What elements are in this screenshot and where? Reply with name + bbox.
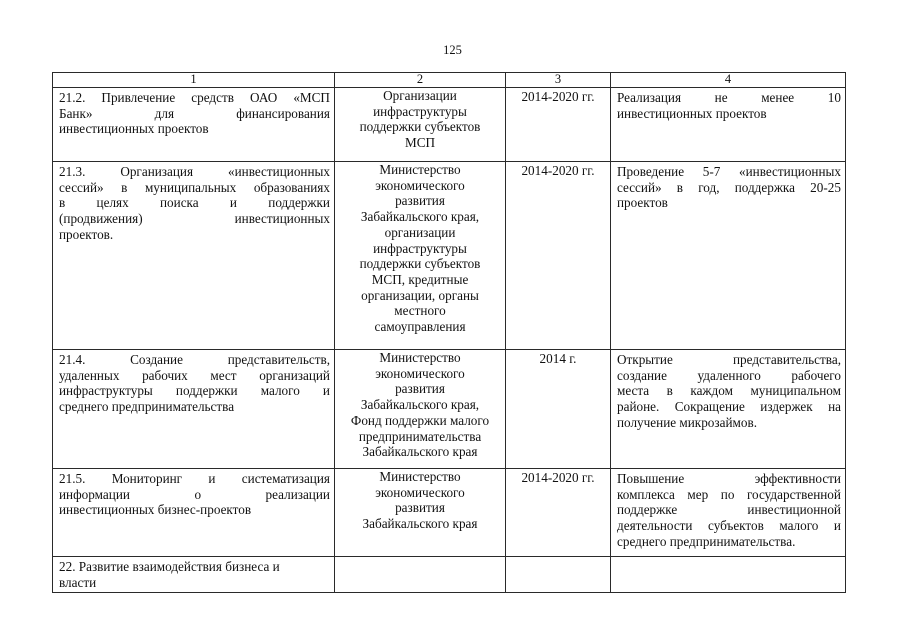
word: проектов	[157, 121, 209, 137]
word: проектов.	[59, 226, 114, 242]
word: удаленного	[697, 367, 761, 383]
word: Банк»	[59, 105, 93, 121]
table-row	[53, 350, 846, 469]
text-line	[617, 383, 841, 399]
text-line	[59, 383, 330, 399]
word: целях	[96, 195, 129, 211]
word: поддержки	[175, 383, 238, 399]
text-line	[59, 195, 330, 211]
text-line: местного	[394, 303, 446, 319]
word: среднего	[59, 399, 109, 415]
executor-cell	[335, 469, 506, 557]
text-line: самоуправления	[374, 319, 466, 335]
word: 10	[827, 90, 841, 105]
word: создание	[617, 367, 667, 383]
text-line	[617, 518, 841, 534]
word: бизнеса	[225, 559, 270, 574]
result-cell	[611, 88, 846, 162]
word: муниципальном	[750, 383, 841, 399]
result-cell	[611, 350, 846, 469]
period-cell	[506, 557, 611, 593]
word: в	[666, 383, 673, 399]
executor-text	[335, 88, 505, 151]
column-number-cell: 2	[335, 73, 506, 88]
result-cell	[611, 469, 846, 557]
text-line: инфраструктуры	[373, 103, 467, 119]
text-line: поддержки субъектов	[359, 256, 481, 272]
measure-cell	[53, 469, 335, 557]
period-cell	[506, 162, 611, 350]
word: год,	[698, 179, 720, 195]
text-line	[59, 559, 330, 575]
text-line	[59, 90, 330, 106]
text-line: развития	[395, 193, 445, 209]
text-line	[617, 534, 841, 550]
word: издержек	[760, 399, 813, 415]
table-row	[53, 557, 846, 593]
word: 22.	[59, 559, 76, 574]
word: эффективности	[754, 471, 841, 486]
word: Создание	[130, 352, 183, 367]
word: микрозаймов.	[679, 414, 757, 430]
text-line	[59, 487, 330, 503]
text-line	[59, 211, 330, 227]
measure-cell-text	[53, 162, 334, 243]
text-line: Забайкальского края,	[360, 397, 480, 413]
text-line	[59, 368, 330, 384]
text-line	[59, 352, 330, 368]
table-row	[53, 469, 846, 557]
word: менее	[761, 90, 795, 105]
text-line: экономического	[375, 484, 465, 500]
word: о	[194, 486, 202, 502]
word: на	[828, 399, 841, 415]
period-text: 2014-2020 гг.	[521, 89, 595, 104]
word: предпринимательства	[111, 399, 235, 415]
word: инвестиционных	[59, 121, 155, 137]
executor-cell	[335, 350, 506, 469]
result-cell-text	[611, 469, 845, 550]
text-line	[617, 502, 841, 518]
text-line: Забайкальского края	[362, 444, 478, 460]
text-line: Фонд поддержки малого	[350, 412, 490, 428]
word: и	[272, 559, 280, 574]
text-line	[617, 471, 841, 487]
executor-cell	[335, 88, 506, 162]
word: поддержке	[617, 502, 678, 518]
text-line: организации, органы	[361, 287, 479, 303]
word: поддержка	[734, 179, 795, 195]
text-line: Министерство	[379, 350, 461, 365]
word: сессий»	[617, 179, 662, 195]
text-line: Организации	[383, 88, 457, 103]
word: Повышение	[617, 471, 685, 486]
period-text: 2014 г.	[539, 351, 577, 366]
measures-table	[52, 72, 846, 593]
word: Мониторинг	[111, 471, 183, 486]
text-line	[617, 352, 841, 368]
word: 5-7	[702, 164, 721, 179]
word: и	[322, 383, 330, 399]
measure-cell	[53, 88, 335, 162]
word: малого	[260, 383, 300, 399]
executor-text	[335, 469, 505, 532]
text-line: Министерство	[379, 469, 461, 484]
measure-cell-text	[53, 88, 334, 137]
word: и	[833, 518, 841, 534]
word: инвестиционной	[747, 502, 841, 518]
word: получение	[617, 414, 677, 430]
word: каждом	[690, 383, 733, 399]
word: не	[714, 90, 728, 105]
text-line	[59, 106, 330, 122]
text-line: организации	[384, 224, 456, 240]
text-line: МСП	[404, 135, 436, 151]
word: рабочих	[142, 367, 188, 383]
text-line	[59, 399, 330, 415]
word: «МСП	[293, 90, 330, 105]
text-line	[59, 227, 330, 243]
period-text: 2014-2020 гг.	[521, 163, 595, 178]
word: субъектов	[708, 518, 764, 534]
word: деятельности	[617, 518, 693, 534]
word: Сокращение	[674, 399, 745, 415]
word: систематизация	[241, 471, 330, 486]
text-line: экономического	[375, 365, 465, 381]
text-line	[617, 399, 841, 415]
word: Привлечение	[101, 90, 176, 105]
word: (продвижения)	[59, 211, 143, 227]
word: Открытие	[617, 352, 673, 367]
word: 21.2.	[59, 90, 86, 105]
word: места	[617, 383, 650, 399]
period-cell	[506, 88, 611, 162]
text-line: экономического	[375, 177, 465, 193]
measure-cell-text	[53, 350, 334, 415]
executor-text	[335, 162, 505, 335]
period-text: 2014-2020 гг.	[521, 470, 595, 485]
word: районе.	[617, 399, 660, 415]
text-line	[59, 164, 330, 180]
word: сессий»	[59, 179, 104, 195]
executor-text	[335, 350, 505, 460]
measure-cell	[53, 557, 335, 593]
text-line	[617, 368, 841, 384]
word: и	[229, 195, 237, 211]
word: реализации	[265, 486, 330, 502]
period-text	[506, 557, 610, 558]
executor-cell	[335, 557, 506, 593]
word: для	[154, 105, 175, 121]
text-line: инфраструктуры	[373, 240, 467, 256]
result-cell-text	[611, 557, 845, 559]
text-line: развития	[395, 381, 445, 397]
column-number-cell: 1	[53, 73, 335, 88]
word: 21.4.	[59, 352, 86, 367]
result-cell-text	[611, 350, 845, 431]
result-cell	[611, 162, 846, 350]
word: средств	[191, 90, 234, 105]
text-line: Министерство	[379, 162, 461, 177]
measure-cell	[53, 350, 335, 469]
text-line: развития	[395, 500, 445, 516]
word: образованиях	[253, 179, 330, 195]
word: инвестиционных	[234, 211, 330, 227]
word: по	[720, 486, 735, 502]
column-number-cell: 3	[506, 73, 611, 88]
word: информации	[59, 486, 130, 502]
result-cell-text	[611, 88, 845, 121]
word: представительства,	[733, 352, 841, 367]
text-line: Забайкальского края	[362, 516, 478, 532]
word: комплекса	[617, 486, 675, 502]
text-line: Забайкальского края,	[360, 209, 480, 225]
measure-cell-text	[53, 557, 334, 590]
executor-cell	[335, 162, 506, 350]
text-line	[617, 164, 841, 180]
word: «инвестиционных	[228, 164, 330, 179]
period-cell	[506, 469, 611, 557]
period-cell	[506, 350, 611, 469]
word: предпринимательства.	[669, 533, 796, 549]
table-header-row	[53, 73, 846, 88]
table-row	[53, 88, 846, 162]
table-row	[53, 162, 846, 350]
word: взаимодействия	[132, 559, 222, 574]
word: Развитие	[78, 559, 130, 574]
result-cell	[611, 557, 846, 593]
text-line	[59, 121, 330, 137]
word: муниципальных	[144, 179, 237, 195]
text-line	[617, 106, 841, 122]
word: малого	[779, 518, 819, 534]
word: 20-25	[810, 179, 841, 195]
word: и	[208, 471, 216, 486]
word: 21.3.	[59, 164, 86, 179]
text-line	[59, 575, 330, 591]
word: представительств,	[227, 352, 330, 367]
word: «инвестиционных	[738, 164, 841, 179]
word: в	[121, 179, 128, 195]
word: власти	[59, 574, 97, 590]
text-line	[617, 90, 841, 106]
word: проектов	[617, 195, 668, 211]
text-line	[617, 415, 841, 431]
text-line: МСП, кредитные	[371, 271, 469, 287]
word: поддержки	[268, 195, 330, 211]
word: мест	[210, 367, 237, 383]
text-line	[617, 487, 841, 503]
word: бизнес-проектов	[157, 502, 252, 518]
text-line	[617, 195, 841, 211]
page-number: 125	[443, 43, 462, 57]
word: удаленных	[59, 367, 120, 383]
text-line	[59, 180, 330, 196]
result-cell-text	[611, 162, 845, 211]
word: проектов	[715, 105, 767, 121]
word: поиска	[159, 195, 199, 211]
word: в	[59, 195, 66, 211]
measure-cell-text	[53, 469, 334, 518]
word: рабочего	[791, 367, 841, 383]
word: инвестиционных	[59, 502, 155, 518]
word: в	[676, 179, 684, 195]
text-line	[59, 471, 330, 487]
text-line	[617, 180, 841, 196]
word: ОАО	[250, 90, 278, 105]
word: 21.5.	[59, 471, 86, 486]
word: мер	[687, 486, 709, 502]
text-line: предпринимательства	[358, 428, 482, 444]
word: Реализация	[617, 90, 682, 105]
word: Проведение	[617, 164, 685, 179]
column-number-cell: 4	[611, 73, 846, 88]
word: Организация	[120, 164, 194, 179]
word: государственной	[746, 486, 841, 502]
text-line	[59, 502, 330, 518]
word: инфраструктуры	[59, 383, 153, 399]
text-line: поддержки субъектов	[359, 119, 481, 135]
word: среднего	[617, 533, 667, 549]
word: инвестиционных	[617, 105, 713, 121]
measure-cell	[53, 162, 335, 350]
word: организаций	[259, 367, 330, 383]
word: финансирования	[236, 105, 330, 121]
